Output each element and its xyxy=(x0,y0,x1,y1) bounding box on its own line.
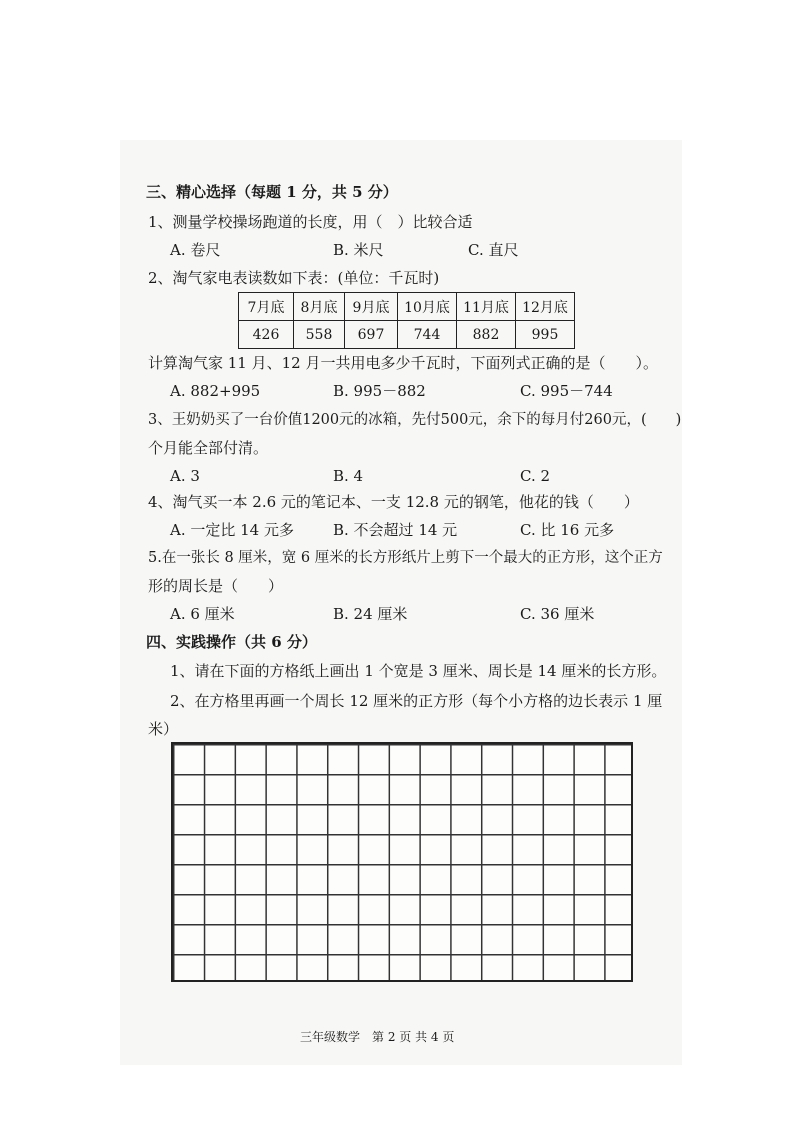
q2-option-a: A. 882+995 xyxy=(170,382,261,400)
question-3-stem-line2: 个月能全部付清。 xyxy=(148,439,269,457)
table-cell: 8月底 xyxy=(294,293,345,321)
question-4-stem: 4、淘气买一本 2.6 元的笔记本、一支 12.8 元的钢笔，他花的钱（ ） xyxy=(148,493,639,511)
table-cell: 12月底 xyxy=(516,293,575,321)
question-2-question: 计算淘气家 11 月、12 月一共用电多少千瓦时，下面列式正确的是（ ）。 xyxy=(148,354,658,372)
q4-option-b: B. 不会超过 14 元 xyxy=(333,521,458,539)
q4-option-c: C. 比 16 元多 xyxy=(520,521,615,539)
q3-option-c: C. 2 xyxy=(520,467,551,485)
q3-option-b: B. 4 xyxy=(333,467,364,485)
q5-option-b: B. 24 厘米 xyxy=(333,605,408,623)
table-cell: 995 xyxy=(516,321,575,349)
q2-option-b: B. 995－882 xyxy=(333,382,426,400)
q5-option-a: A. 6 厘米 xyxy=(170,605,235,623)
table-cell: 558 xyxy=(294,321,345,349)
task-2-line1: 2、在方格里再画一个周长 12 厘米的正方形（每个小方格的边长表示 1 厘 xyxy=(170,692,663,710)
q1-option-c: C. 直尺 xyxy=(468,241,519,259)
question-5-stem-line1: 5.在一张长 8 厘米，宽 6 厘米的长方形纸片上剪下一个最大的正方形，这个正方 xyxy=(148,550,663,566)
question-3-stem-line1: 3、王奶奶买了一台价值1200元的冰箱，先付500元，余下的每月付260元，( ) xyxy=(148,412,682,428)
table-cell: 9月底 xyxy=(345,293,398,321)
question-5-stem-line2: 形的周长是（ ） xyxy=(148,577,284,595)
page-footer: 三年级数学 第 2 页 共 4 页 xyxy=(300,1030,455,1044)
question-1-stem: 1、测量学校操场跑道的长度，用（ ）比较合适 xyxy=(148,213,473,231)
q2-option-c: C. 995－744 xyxy=(520,382,613,400)
table-cell: 697 xyxy=(345,321,398,349)
table-row-months xyxy=(239,293,575,321)
table-cell: 882 xyxy=(457,321,516,349)
q3-option-a: A. 3 xyxy=(170,467,200,485)
section-3-title: 三、精心选择（每题 1 分，共 5 分） xyxy=(146,183,398,201)
task-2-line2: 米） xyxy=(148,720,179,738)
table-cell: 10月底 xyxy=(398,293,457,321)
task-1: 1、请在下面的方格纸上画出 1 个宽是 3 厘米、周长是 14 厘米的长方形。 xyxy=(170,662,667,680)
section-4-title: 四、实践操作（共 6 分） xyxy=(146,633,317,651)
table-row-readings xyxy=(239,321,575,349)
q4-option-a: A. 一定比 14 元多 xyxy=(170,521,294,539)
table-cell: 426 xyxy=(239,321,294,349)
q1-option-a: A. 卷尺 xyxy=(170,241,221,259)
q5-option-c: C. 36 厘米 xyxy=(520,605,595,623)
table-cell: 11月底 xyxy=(457,293,516,321)
table-cell: 744 xyxy=(398,321,457,349)
meter-reading-table xyxy=(238,292,575,349)
q1-option-b: B. 米尺 xyxy=(333,241,384,259)
grid-paper[interactable] xyxy=(171,742,633,982)
table-cell: 7月底 xyxy=(239,293,294,321)
question-2-stem: 2、淘气家电表读数如下表：(单位：千瓦时) xyxy=(148,269,440,287)
